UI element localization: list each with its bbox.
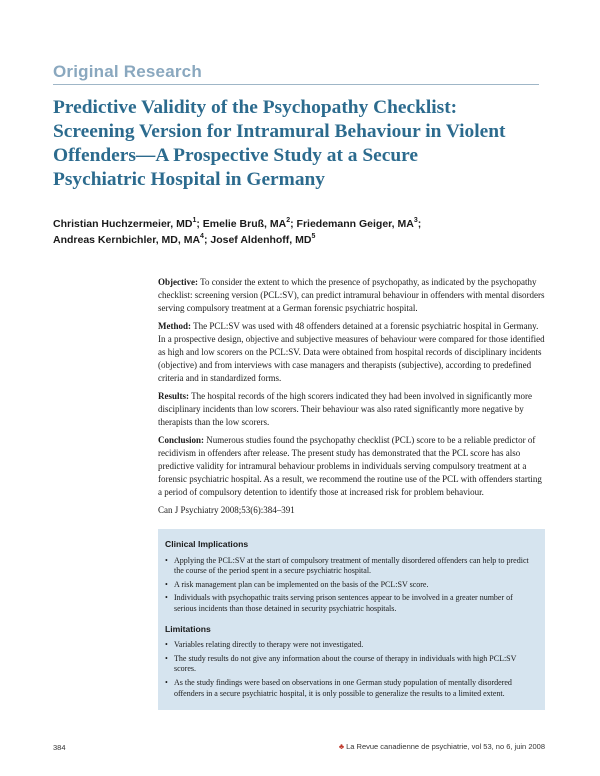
implications-box: [158, 529, 545, 710]
citation: Can J Psychiatry 2008;53(6):384–391: [158, 505, 295, 515]
abstract-text: The hospital records of the high scorers indicated they had been involved in significantly more disciplinary incidents than low scorers. Their behaviour was also rated significantly more negative by therapists than the low scorers.: [158, 391, 532, 427]
list-item-text: Variables relating directly to therapy were not investigated.: [174, 640, 364, 650]
limitations-heading: Limitations: [165, 623, 211, 634]
author-name: Emelie Bruß, MA: [202, 218, 287, 230]
abstract-objective: [158, 276, 545, 315]
implications-heading: Clinical Implications: [165, 539, 249, 549]
list-item: [165, 593, 537, 614]
title-line: Offenders—A Prospective Study at a Secure: [53, 145, 418, 166]
author-name: Christian Huchzermeier, MD: [53, 218, 193, 230]
list-item-text: As the study findings were based on observations in one German study population of mentally disordered offenders in a secure psychiatric hospital, it is only possible to generalize the results to a limited extent.: [174, 677, 512, 698]
abstract-text: The PCL:SV was used with 48 offenders detained at a forensic psychiatric hospital in Germany. In a prospective design, objective and subjective measures of behaviour were compared for those identified as high and low scorers on the PCL:SV. Data were obtained from hospital records of disciplinary incidents (objective) and from interviews with case managers and therapists (subjective), according to predefined criteria and in standardized forms.: [158, 321, 545, 383]
list-item-text: A risk management plan can be implemented on the basis of the PCL:SV score.: [174, 579, 429, 589]
article-title: [53, 96, 543, 192]
bullet-icon: •: [165, 653, 168, 663]
header-rule: [53, 84, 539, 85]
abstract-conclusion: [158, 434, 545, 499]
bullet-icon: •: [165, 640, 168, 650]
abstract-label: Method:: [158, 321, 191, 331]
author-line: [53, 232, 543, 248]
author-name: Andreas Kernbichler, MD, MA: [53, 234, 201, 246]
affiliation-mark: 2: [286, 217, 291, 224]
abstract-results: [158, 390, 545, 429]
journal-name: La Revue canadienne de psychiatrie, vol 53, no 6, juin 2008: [346, 742, 545, 751]
page-number: 384: [53, 743, 66, 752]
abstract-text: Numerous studies found the psychopathy checklist (PCL) score to be a reliable predictor of recidivism in offenders after release. The present study has demonstrated that the PCL score has also predictive validity for intramural behaviour problems in individuals serving compulsory treatment at a forensic psychiatric hospital. As a result, we recommend the routine use of the PCL with offenders starting a period of compulsory detention to identify those at increased risk for problem behaviour.: [158, 435, 542, 497]
author-name: Josef Aldenhoff, MD: [210, 234, 312, 246]
list-item-text: The study results do not give any information about the course of therapy in individuals with high PCL:SV scores.: [174, 653, 517, 674]
list-item-text: Applying the PCL:SV at the start of compulsory treatment of mentally disordered offenders can help to predict the course of the period spent in a secure psychiatric hospital.: [174, 555, 529, 576]
bullet-icon: •: [165, 555, 168, 565]
bullet-icon: •: [165, 579, 168, 589]
title-line: Psychiatric Hospital in Germany: [53, 169, 325, 190]
title-line: Predictive Validity of the Psychopathy Checklist:: [53, 97, 458, 118]
author-line: [53, 216, 543, 232]
list-item: [165, 678, 537, 699]
abstract: [158, 276, 545, 517]
section-label: Original Research: [53, 62, 202, 81]
title-line: Screening Version for Intramural Behaviour in Violent: [53, 121, 506, 142]
list-item: [165, 556, 537, 577]
affiliation-mark: 5: [311, 233, 316, 240]
abstract-method: [158, 320, 545, 385]
author-separator: ;: [203, 234, 211, 246]
affiliation-mark: 1: [192, 217, 197, 224]
journal-footer: [339, 742, 545, 751]
list-item: [165, 654, 537, 675]
maple-leaf-icon: ♣: [338, 742, 345, 751]
list-item: [165, 640, 537, 651]
abstract-text: To consider the extent to which the presence of psychopathy, as indicated by the psychopathy checklist: screening version (PCL:SV), can predict intramural behaviour in offenders with mental disorders serving compulsory treatment at a German forensic psychiatric hospital.: [158, 277, 545, 313]
author-name: Friedemann Geiger, MA: [296, 218, 414, 230]
abstract-label: Results:: [158, 391, 189, 401]
abstract-label: Conclusion:: [158, 435, 205, 445]
bullet-icon: •: [165, 677, 168, 687]
list-item-text: Individuals with psychopathic traits serving prison sentences appear to be involved in a greater number of serious incidents than those detained in security psychiatric hospitals.: [174, 593, 513, 613]
author-list: [53, 216, 543, 248]
limitations-list: [165, 640, 537, 699]
author-separator: ;: [196, 218, 203, 230]
abstract-label: Objective:: [158, 277, 198, 287]
list-item: [165, 580, 537, 591]
affiliation-mark: 3: [413, 217, 418, 224]
affiliation-mark: 4: [200, 233, 204, 240]
author-separator: ;: [417, 218, 422, 230]
author-separator: ;: [290, 218, 297, 230]
bullet-icon: •: [165, 593, 168, 603]
implications-list: [165, 556, 537, 615]
